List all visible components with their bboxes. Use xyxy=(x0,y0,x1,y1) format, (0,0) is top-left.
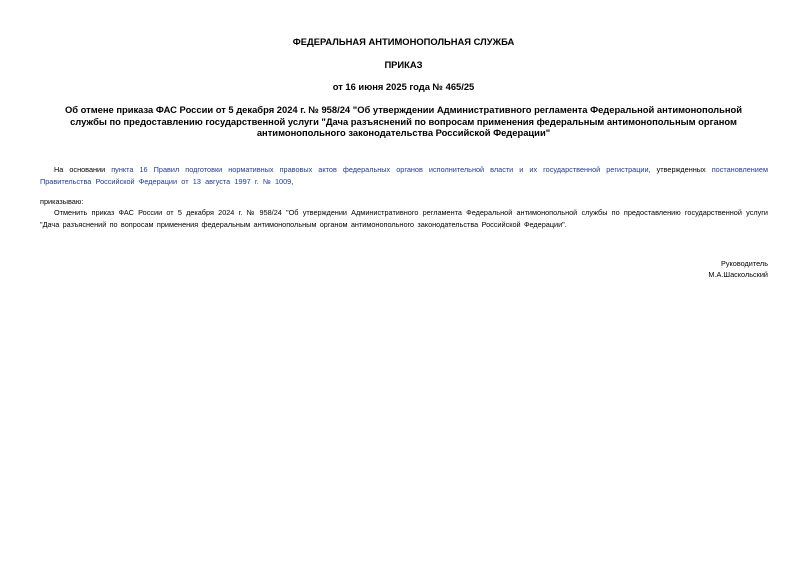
cancel-paragraph: Отменить приказ ФАС России от 5 декабря 2024 г. № 958/24 "Об утверждении Административного регламента Федеральной антимонопольной службы по предоставлению государственной услуги "Дача разъяснений по вопросам применения федеральным антимонопольным органом антимонопольного законодательства Российской Федерации". xyxy=(40,208,768,229)
basis-paragraph xyxy=(40,164,768,187)
basis-middle: , утвержденных xyxy=(648,165,712,174)
basis-prefix: На основании xyxy=(54,165,112,174)
signature-role: Руководитель xyxy=(720,259,768,268)
order-date: от 16 июня 2025 года № 465/25 xyxy=(332,81,475,92)
order-title: ПРИКАЗ xyxy=(384,59,423,70)
order-heading: Об отмене приказа ФАС России от 5 декабря 2024 г. № 958/24 "Об утверждении Административного регламента Федеральной антимонопольной службы по предоставлению государственной услуги "Дача разъяснений по вопросам применения федеральным антимонопольным органом антимонопольного законодательства Российской Федерации" xyxy=(64,104,743,139)
basis-suffix: , xyxy=(291,176,294,186)
rules-link[interactable]: пункта 16 Правил подготовки нормативных правовых актов федеральных органов исполнительной власти и их государственной регистрации xyxy=(111,165,649,174)
signature-name: М.А.Шаскольский xyxy=(708,270,768,279)
agency-name: ФЕДЕРАЛЬНАЯ АНТИМОНОПОЛЬНАЯ СЛУЖБА xyxy=(292,36,515,47)
government-decree-link[interactable]: постановлением Правительства Российской Федерации от 13 августа 1997 г. № 1009 xyxy=(40,165,768,186)
orders-label: приказываю: xyxy=(40,197,84,206)
